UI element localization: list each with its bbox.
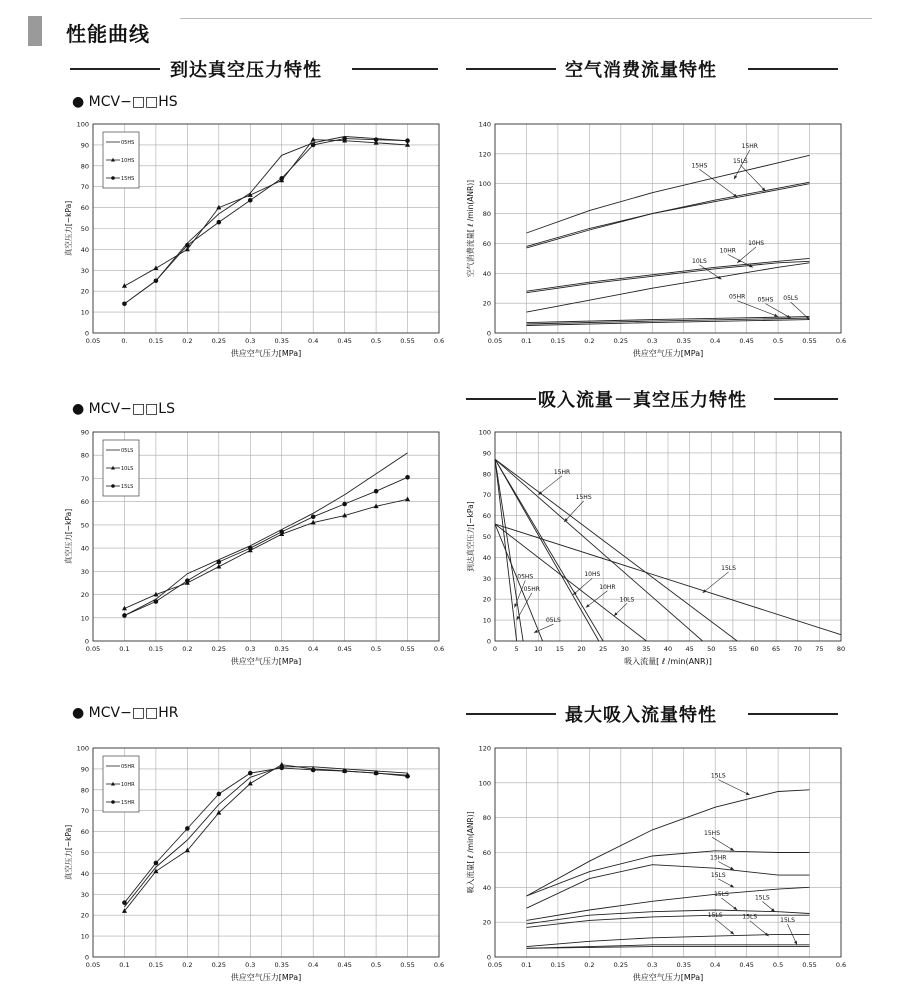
plot-frame <box>93 432 439 641</box>
x-tick-label: 30 <box>620 645 629 653</box>
data-point-15ls <box>405 475 410 480</box>
x-axis-label: 供应空气压力[MPa] <box>230 349 302 358</box>
data-point-10hr <box>248 781 253 786</box>
x-tick-label: 0.6 <box>433 961 445 969</box>
model-label-hs: ● MCV−□□HS <box>72 94 178 110</box>
x-tick-label: 0.3 <box>245 645 256 653</box>
annotation-arrowhead <box>733 907 737 910</box>
legend-label: 15HR <box>121 800 135 806</box>
data-point-15ls <box>342 502 347 507</box>
x-tick-label: 70 <box>793 645 802 653</box>
y-tick-label: 10 <box>80 308 89 317</box>
x-tick-label: 0.55 <box>802 337 817 345</box>
y-axis-label: 空气消费流量[ ℓ /min(ANR)] <box>466 179 475 278</box>
x-tick-label: 0.2 <box>182 961 193 969</box>
y-tick-label: 30 <box>80 266 89 275</box>
y-tick-label: 70 <box>80 183 89 192</box>
chart-hs-vacuum <box>58 116 458 366</box>
y-tick-label: 40 <box>482 269 491 278</box>
y-tick-label: 90 <box>80 141 89 150</box>
x-tick-label: 0.35 <box>676 961 691 969</box>
y-tick-label: 0 <box>486 953 491 962</box>
data-point-15ls <box>311 514 316 519</box>
series-line-10hs <box>125 140 408 286</box>
annotation-label: 15LS <box>780 917 795 925</box>
section-rule <box>352 68 438 70</box>
y-tick-label: 100 <box>478 180 491 189</box>
y-tick-label: 20 <box>80 911 89 920</box>
y-tick-label: 80 <box>482 470 491 479</box>
annotation-label: 10HS <box>584 571 601 579</box>
annotation-label: 05HR <box>729 293 746 301</box>
section-rule <box>748 713 838 715</box>
x-tick-label: 0.6 <box>835 961 847 969</box>
y-tick-label: 60 <box>80 828 89 837</box>
x-tick-label: 0.55 <box>400 337 415 345</box>
data-point-15hs <box>342 136 347 141</box>
data-point-15ls <box>248 546 253 551</box>
legend-marker <box>111 176 115 180</box>
data-point-15hs <box>185 243 190 248</box>
section-rule <box>466 68 556 70</box>
x-tick-label: 0.5 <box>772 337 784 345</box>
y-tick-label: 0 <box>84 637 89 646</box>
series-line-10ls <box>125 499 408 608</box>
data-point-10ls <box>405 497 410 502</box>
x-tick-label: 0.25 <box>211 961 227 969</box>
section-rule <box>466 398 536 400</box>
y-tick-label: 80 <box>482 814 491 823</box>
annotation-arrowhead <box>730 847 734 850</box>
annotation-leader <box>538 476 562 495</box>
x-tick-label: 0.05 <box>85 961 101 969</box>
y-tick-label: 90 <box>80 428 89 437</box>
data-point-15ls <box>217 560 222 565</box>
annotation-label: 15HR <box>741 142 758 150</box>
x-tick-label: 0.45 <box>337 961 352 969</box>
x-tick-label: 0.2 <box>182 337 193 345</box>
legend-label: 15LS <box>121 484 134 490</box>
x-tick-label: 0.6 <box>433 645 445 653</box>
section-rule <box>748 68 838 70</box>
annotation-leader <box>718 780 749 795</box>
series-line-05ls <box>495 524 543 641</box>
y-tick-label: 120 <box>478 744 491 753</box>
data-point-15hs <box>248 198 253 203</box>
data-point-15hs <box>154 278 159 283</box>
x-tick-label: 0.3 <box>647 337 658 345</box>
x-tick-label: 0.15 <box>550 961 566 969</box>
x-axis-label: 供应空气压力[MPa] <box>632 973 704 982</box>
annotation-label: 05HR <box>523 585 540 593</box>
annotation-label: 15HR <box>553 468 571 476</box>
data-point-15hr <box>374 771 379 776</box>
series-line-15hr <box>125 768 408 903</box>
annotation-arrowhead <box>774 314 778 317</box>
x-tick-label: 0.4 <box>308 645 319 653</box>
data-point-15hr <box>342 769 347 774</box>
section-title-suction-vacuum: 吸入流量－真空压力特性 <box>538 390 747 411</box>
section-rule <box>466 713 556 715</box>
annotation-label: 15LS <box>754 894 770 902</box>
data-point-15hr <box>279 766 284 771</box>
y-axis-label: 真空压力[−kPa] <box>64 508 73 565</box>
x-tick-label: 0.2 <box>584 961 595 969</box>
y-tick-label: 40 <box>80 245 89 254</box>
x-tick-label: 0.3 <box>647 961 658 969</box>
page-title: 性能曲线 <box>66 22 150 46</box>
x-tick-label: 55 <box>728 645 738 653</box>
section-rule <box>774 398 838 400</box>
y-tick-label: 10 <box>80 932 89 941</box>
x-tick-label: 0.45 <box>739 961 754 969</box>
data-point-15hs <box>122 301 127 306</box>
header-divider <box>180 18 872 19</box>
chart-max-suction <box>460 740 860 990</box>
y-tick-label: 60 <box>482 239 491 248</box>
annotation-label: 10HS <box>748 239 765 247</box>
model-label-ls: ● MCV−□□LS <box>72 401 175 417</box>
x-tick-label: 0.15 <box>148 337 164 345</box>
chart-suction-vacuum <box>460 424 860 674</box>
annotation-label: 15HR <box>710 854 727 862</box>
annotation-label: 10LS <box>692 257 707 265</box>
annotation-label: 15HS <box>575 493 592 501</box>
legend-marker <box>111 800 115 804</box>
y-tick-label: 0 <box>84 953 89 962</box>
x-tick-label: 40 <box>663 645 673 653</box>
chart-air-consumption <box>460 116 860 366</box>
data-point-15ls <box>374 489 379 494</box>
legend-marker <box>111 484 115 488</box>
annotation-label: 15LS <box>732 157 748 165</box>
y-tick-label: 100 <box>478 428 491 437</box>
y-tick-label: 90 <box>80 765 89 774</box>
series-line-10ls <box>495 524 646 641</box>
y-tick-label: 70 <box>80 474 89 483</box>
y-tick-label: 30 <box>80 890 89 899</box>
y-tick-label: 30 <box>482 574 491 583</box>
legend-label: 15HS <box>121 176 135 182</box>
x-tick-label: 0.15 <box>550 337 566 345</box>
y-tick-label: 10 <box>482 616 491 625</box>
data-point-15hr <box>311 768 316 773</box>
section-rule <box>70 68 160 70</box>
y-tick-label: 10 <box>80 614 89 623</box>
x-tick-label: 0.1 <box>119 961 130 969</box>
series-line-10hr <box>527 915 810 927</box>
x-tick-label: 0.5 <box>370 645 382 653</box>
x-tick-label: 20 <box>577 645 586 653</box>
x-axis-label: 供应空气压力[MPa] <box>230 657 302 666</box>
series-line-10hr <box>125 765 408 911</box>
data-point-15hs <box>374 137 379 142</box>
x-tick-label: 0.1 <box>521 961 532 969</box>
x-tick-label: 5 <box>514 645 519 653</box>
series-line-15hs <box>495 459 703 641</box>
annotation-label: 15LS <box>710 871 726 879</box>
x-tick-label: 0.35 <box>274 961 289 969</box>
y-tick-label: 40 <box>482 553 491 562</box>
annotation-label: 05LS <box>545 617 561 625</box>
series-line-05hr <box>527 317 810 323</box>
y-tick-label: 140 <box>478 120 491 129</box>
y-tick-label: 60 <box>482 512 491 521</box>
legend-label: 05LS <box>121 448 134 454</box>
x-tick-label: 0.3 <box>245 337 256 345</box>
x-tick-label: 0.55 <box>400 645 415 653</box>
y-tick-label: 20 <box>482 595 491 604</box>
annotation-label: 10HR <box>719 247 736 255</box>
data-point-15ls <box>154 599 159 604</box>
y-tick-label: 20 <box>80 287 89 296</box>
series-line-05hr <box>125 767 408 907</box>
data-point-15hr <box>405 774 410 779</box>
y-tick-label: 40 <box>482 883 491 892</box>
y-axis-label: 真空压力[−kPa] <box>64 200 73 257</box>
x-tick-label: 0.5 <box>772 961 784 969</box>
y-tick-label: 20 <box>482 918 491 927</box>
series-line-10hs <box>527 910 810 924</box>
section-title-air-consumption: 空气消费流量特性 <box>565 60 717 81</box>
annotation-arrowhead <box>586 604 590 607</box>
series-line-05ls <box>125 453 408 616</box>
annotation-label: 15LS <box>710 772 726 780</box>
x-tick-label: 45 <box>685 645 694 653</box>
x-tick-label: 0.05 <box>487 337 503 345</box>
data-point-15hr <box>217 792 222 797</box>
legend-label: 10LS <box>121 466 134 472</box>
x-tick-label: 0.05 <box>487 961 503 969</box>
x-tick-label: 0.5 <box>370 337 382 345</box>
x-tick-label: 0.15 <box>148 961 164 969</box>
x-tick-label: 0.2 <box>584 337 595 345</box>
y-tick-label: 30 <box>80 567 89 576</box>
y-tick-label: 100 <box>76 744 89 753</box>
data-point-15ls <box>185 578 190 583</box>
data-point-15hs <box>311 143 316 148</box>
y-tick-label: 80 <box>80 162 89 171</box>
y-tick-label: 50 <box>482 533 491 541</box>
header-accent-bar <box>28 16 42 46</box>
legend-label: 05HR <box>121 764 135 770</box>
y-tick-label: 20 <box>80 591 89 600</box>
x-tick-label: 0.4 <box>308 337 319 345</box>
data-point-15hr <box>154 861 159 866</box>
y-tick-label: 70 <box>482 491 491 500</box>
x-tick-label: 0.35 <box>274 337 289 345</box>
x-tick-label: 0.55 <box>802 961 817 969</box>
y-tick-label: 0 <box>486 329 491 338</box>
x-tick-label: 65 <box>771 645 781 653</box>
x-tick-label: 0.35 <box>676 337 691 345</box>
x-tick-label: 0.25 <box>211 337 227 345</box>
data-point-10hs <box>311 137 316 142</box>
series-line-05hs <box>125 137 408 304</box>
x-tick-label: 0.1 <box>521 337 532 345</box>
series-line-05hr <box>495 459 523 641</box>
x-tick-label: 0.2 <box>182 645 193 653</box>
legend-label: 10HS <box>121 158 135 164</box>
annotation-label: 10HR <box>599 583 616 591</box>
x-tick-label: 0.1 <box>119 645 130 653</box>
data-point-15hs <box>217 220 222 225</box>
annotation-label: 05LS <box>783 295 799 303</box>
x-tick-label: 50 <box>707 645 716 653</box>
y-tick-label: 80 <box>80 451 89 460</box>
data-point-15hs <box>405 138 410 143</box>
x-tick-label: 75 <box>815 645 824 653</box>
x-tick-label: 15 <box>555 645 565 653</box>
annotation-label: 15LS <box>707 911 723 919</box>
series-line-15hs <box>125 139 408 304</box>
x-tick-label: 0.25 <box>613 961 629 969</box>
x-tick-label: 0.55 <box>400 961 415 969</box>
data-point-15ls <box>122 613 127 618</box>
y-tick-label: 60 <box>80 498 89 507</box>
data-point-15hs <box>279 176 284 181</box>
y-tick-label: 40 <box>80 544 89 553</box>
y-tick-label: 0 <box>486 637 491 646</box>
series-line-10hs <box>495 459 599 641</box>
data-point-15hr <box>185 826 190 831</box>
y-tick-label: 100 <box>76 120 89 129</box>
x-tick-label: 0.6 <box>433 337 445 345</box>
x-tick-label: 0.4 <box>308 961 319 969</box>
data-point-10hs <box>153 265 158 270</box>
y-tick-label: 100 <box>478 779 491 788</box>
x-tick-label: 0.15 <box>148 645 164 653</box>
y-tick-label: 90 <box>482 449 491 458</box>
x-axis-label: 吸入流量[ ℓ /min(ANR)] <box>624 657 712 666</box>
chart-hr-vacuum <box>58 740 458 990</box>
y-tick-label: 80 <box>482 210 491 219</box>
chart-ls-vacuum <box>58 424 458 674</box>
annotation-label: 15HS <box>704 830 721 838</box>
annotation-label: 15LS <box>721 564 736 572</box>
annotation-label: 15LS <box>742 913 758 921</box>
x-tick-label: 0.45 <box>739 337 754 345</box>
section-title-max-suction: 最大吸入流量特性 <box>565 705 717 726</box>
x-tick-label: 0.45 <box>337 337 352 345</box>
y-tick-label: 120 <box>478 150 491 159</box>
x-tick-label: 25 <box>598 645 608 653</box>
x-tick-label: 0.25 <box>613 337 629 345</box>
x-axis-label: 供应空气压力[MPa] <box>632 349 704 358</box>
data-point-15hr <box>122 900 127 905</box>
annotation-label: 05HS <box>757 296 774 304</box>
y-tick-label: 60 <box>80 204 89 213</box>
x-tick-label: 0.05 <box>85 337 101 345</box>
annotation-label: 10LS <box>619 596 635 604</box>
legend-label: 10HR <box>121 782 135 788</box>
x-tick-label: 0. <box>121 337 128 345</box>
x-tick-label: 0.25 <box>211 645 227 653</box>
y-tick-label: 50 <box>80 521 89 530</box>
annotation-label: 15LS <box>714 891 729 899</box>
x-tick-label: 0.05 <box>85 645 101 653</box>
series-line-15hr <box>527 155 810 233</box>
series-line-15hr <box>527 865 810 909</box>
x-axis-label: 供应空气压力[MPa] <box>230 973 302 982</box>
annotation-leader <box>703 572 729 593</box>
series-line-15hs <box>527 184 810 248</box>
series-line-10hr <box>527 261 810 292</box>
x-tick-label: 10 <box>534 645 543 653</box>
x-tick-label: 0 <box>492 645 498 653</box>
y-tick-label: 20 <box>482 299 491 308</box>
x-tick-label: 80 <box>836 645 846 653</box>
x-tick-label: 0.45 <box>337 645 352 653</box>
y-axis-label: 到达真空压力[−kPa] <box>466 501 475 572</box>
legend-label: 05HS <box>121 140 135 146</box>
x-tick-label: 60 <box>750 645 759 653</box>
y-tick-label: 50 <box>80 849 89 857</box>
y-tick-label: 40 <box>80 869 89 878</box>
section-title-reach-vacuum: 到达真空压力特性 <box>170 60 322 81</box>
y-tick-label: 60 <box>482 849 491 857</box>
x-tick-label: 35 <box>642 645 651 653</box>
x-tick-label: 0.4 <box>710 337 721 345</box>
x-tick-label: 0.35 <box>274 645 289 653</box>
x-tick-label: 0.3 <box>245 961 256 969</box>
data-point-15hr <box>248 771 253 776</box>
x-tick-label: 0.6 <box>835 337 847 345</box>
y-tick-label: 0 <box>84 329 89 338</box>
data-point-15ls <box>279 530 284 535</box>
y-axis-label: 真空压力[−kPa] <box>64 824 73 881</box>
y-axis-label: 吸入流量[ ℓ /min(ANR)] <box>466 811 475 894</box>
annotation-label: 15HS <box>691 162 708 170</box>
x-tick-label: 0.5 <box>370 961 382 969</box>
y-tick-label: 50 <box>80 225 89 233</box>
y-tick-label: 70 <box>80 807 89 816</box>
x-tick-label: 0.4 <box>710 961 721 969</box>
y-tick-label: 80 <box>80 786 89 795</box>
annotation-label: 05HS <box>517 573 534 581</box>
model-label-hr: ● MCV−□□HR <box>72 705 179 721</box>
